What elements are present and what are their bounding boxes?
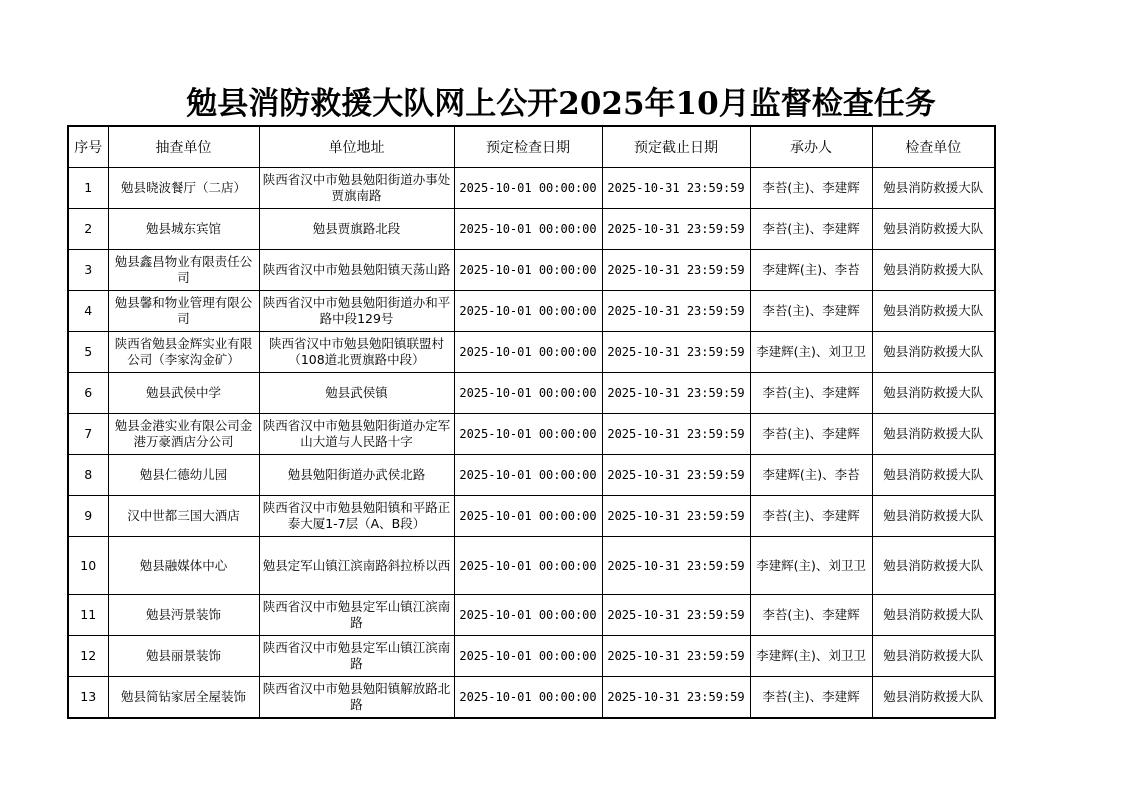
cell-address: 陕西省汉中市勉县勉阳镇联盟村（108道北贾旗路中段）	[259, 332, 454, 373]
cell-unit: 勉县简钻家居全屋装饰	[108, 677, 259, 719]
cell-index: 1	[68, 168, 108, 209]
cell-index: 4	[68, 291, 108, 332]
table-row	[68, 537, 995, 595]
cell-unit: 勉县鑫昌物业有限责任公司	[108, 250, 259, 291]
cell-start-date: 2025-10-01 00:00:00	[454, 636, 602, 677]
cell-address: 陕西省汉中市勉县定军山镇江滨南路	[259, 595, 454, 636]
cell-start-date: 2025-10-01 00:00:00	[454, 291, 602, 332]
table-row	[68, 455, 995, 496]
cell-index: 13	[68, 677, 108, 719]
cell-inspector: 勉县消防救援大队	[872, 332, 995, 373]
table-row	[68, 168, 995, 209]
cell-start-date: 2025-10-01 00:00:00	[454, 677, 602, 719]
column-header-unit: 抽查单位	[108, 126, 259, 168]
cell-address: 陕西省汉中市勉县勉阳镇和平路正泰大厦1-7层（A、B段）	[259, 496, 454, 537]
cell-inspector: 勉县消防救援大队	[872, 168, 995, 209]
cell-index: 10	[68, 537, 108, 595]
cell-end-date: 2025-10-31 23:59:59	[602, 332, 750, 373]
table-row	[68, 209, 995, 250]
column-header-index: 序号	[68, 126, 108, 168]
cell-address: 勉县贾旗路北段	[259, 209, 454, 250]
cell-handler: 李建辉(主)、刘卫卫	[750, 332, 872, 373]
table-row	[68, 636, 995, 677]
cell-inspector: 勉县消防救援大队	[872, 537, 995, 595]
cell-unit: 勉县丽景装饰	[108, 636, 259, 677]
cell-address: 陕西省汉中市勉县勉阳镇天荡山路	[259, 250, 454, 291]
cell-handler: 李苔(主)、李建辉	[750, 209, 872, 250]
cell-unit: 勉县城东宾馆	[108, 209, 259, 250]
cell-end-date: 2025-10-31 23:59:59	[602, 537, 750, 595]
cell-handler: 李建辉(主)、李苔	[750, 250, 872, 291]
cell-index: 9	[68, 496, 108, 537]
column-header-handler: 承办人	[750, 126, 872, 168]
cell-handler: 李苔(主)、李建辉	[750, 595, 872, 636]
cell-end-date: 2025-10-31 23:59:59	[602, 636, 750, 677]
cell-end-date: 2025-10-31 23:59:59	[602, 168, 750, 209]
cell-end-date: 2025-10-31 23:59:59	[602, 373, 750, 414]
cell-index: 5	[68, 332, 108, 373]
cell-start-date: 2025-10-01 00:00:00	[454, 537, 602, 595]
cell-address: 陕西省汉中市勉县勉阳街道办和平路中段129号	[259, 291, 454, 332]
cell-inspector: 勉县消防救援大队	[872, 595, 995, 636]
cell-unit: 勉县融媒体中心	[108, 537, 259, 595]
cell-end-date: 2025-10-31 23:59:59	[602, 291, 750, 332]
cell-handler: 李建辉(主)、刘卫卫	[750, 636, 872, 677]
cell-index: 3	[68, 250, 108, 291]
cell-start-date: 2025-10-01 00:00:00	[454, 373, 602, 414]
table-row	[68, 677, 995, 719]
cell-address: 陕西省汉中市勉县勉阳街道办事处贾旗南路	[259, 168, 454, 209]
cell-handler: 李苔(主)、李建辉	[750, 496, 872, 537]
cell-inspector: 勉县消防救援大队	[872, 414, 995, 455]
cell-end-date: 2025-10-31 23:59:59	[602, 595, 750, 636]
cell-index: 2	[68, 209, 108, 250]
table-row	[68, 373, 995, 414]
cell-inspector: 勉县消防救援大队	[872, 636, 995, 677]
cell-start-date: 2025-10-01 00:00:00	[454, 595, 602, 636]
cell-start-date: 2025-10-01 00:00:00	[454, 455, 602, 496]
cell-unit: 勉县沔景装饰	[108, 595, 259, 636]
table-row	[68, 332, 995, 373]
column-header-start-date: 预定检查日期	[454, 126, 602, 168]
cell-handler: 李苔(主)、李建辉	[750, 373, 872, 414]
cell-end-date: 2025-10-31 23:59:59	[602, 250, 750, 291]
page-title: 勉县消防救援大队网上公开2025年10月监督检查任务	[186, 86, 936, 122]
cell-end-date: 2025-10-31 23:59:59	[602, 496, 750, 537]
cell-inspector: 勉县消防救援大队	[872, 209, 995, 250]
cell-inspector: 勉县消防救援大队	[872, 455, 995, 496]
cell-unit: 陕西省勉县金辉实业有限公司（李家沟金矿）	[108, 332, 259, 373]
cell-index: 8	[68, 455, 108, 496]
cell-end-date: 2025-10-31 23:59:59	[602, 677, 750, 719]
table-row	[68, 291, 995, 332]
cell-handler: 李建辉(主)、刘卫卫	[750, 537, 872, 595]
cell-unit: 勉县仁德幼儿园	[108, 455, 259, 496]
cell-address: 勉县武侯镇	[259, 373, 454, 414]
cell-index: 7	[68, 414, 108, 455]
table-row	[68, 250, 995, 291]
cell-start-date: 2025-10-01 00:00:00	[454, 250, 602, 291]
column-header-address: 单位地址	[259, 126, 454, 168]
cell-inspector: 勉县消防救援大队	[872, 373, 995, 414]
cell-address: 陕西省汉中市勉县定军山镇江滨南路	[259, 636, 454, 677]
table-row	[68, 595, 995, 636]
inspection-task-table	[67, 125, 996, 719]
cell-handler: 李苔(主)、李建辉	[750, 677, 872, 719]
column-header-inspector: 检查单位	[872, 126, 995, 168]
cell-address: 勉县定军山镇江滨南路斜拉桥以西	[259, 537, 454, 595]
cell-address: 勉县勉阳街道办武侯北路	[259, 455, 454, 496]
cell-handler: 李苔(主)、李建辉	[750, 414, 872, 455]
cell-handler: 李苔(主)、李建辉	[750, 168, 872, 209]
cell-unit: 汉中世都三国大酒店	[108, 496, 259, 537]
table-row	[68, 414, 995, 455]
cell-start-date: 2025-10-01 00:00:00	[454, 168, 602, 209]
cell-end-date: 2025-10-31 23:59:59	[602, 209, 750, 250]
cell-index: 6	[68, 373, 108, 414]
cell-inspector: 勉县消防救援大队	[872, 496, 995, 537]
cell-inspector: 勉县消防救援大队	[872, 250, 995, 291]
cell-start-date: 2025-10-01 00:00:00	[454, 209, 602, 250]
cell-end-date: 2025-10-31 23:59:59	[602, 414, 750, 455]
cell-start-date: 2025-10-01 00:00:00	[454, 332, 602, 373]
table-header-row	[68, 126, 995, 168]
cell-unit: 勉县金港实业有限公司金港万豪酒店分公司	[108, 414, 259, 455]
cell-address: 陕西省汉中市勉县勉阳街道办定军山大道与人民路十字	[259, 414, 454, 455]
cell-start-date: 2025-10-01 00:00:00	[454, 414, 602, 455]
cell-unit: 勉县馨和物业管理有限公司	[108, 291, 259, 332]
cell-inspector: 勉县消防救援大队	[872, 291, 995, 332]
cell-address: 陕西省汉中市勉县勉阳镇解放路北路	[259, 677, 454, 719]
column-header-end-date: 预定截止日期	[602, 126, 750, 168]
cell-handler: 李建辉(主)、李苔	[750, 455, 872, 496]
cell-index: 11	[68, 595, 108, 636]
cell-index: 12	[68, 636, 108, 677]
cell-inspector: 勉县消防救援大队	[872, 677, 995, 719]
cell-unit: 勉县武侯中学	[108, 373, 259, 414]
cell-start-date: 2025-10-01 00:00:00	[454, 496, 602, 537]
cell-unit: 勉县晓波餐厅（二店）	[108, 168, 259, 209]
cell-end-date: 2025-10-31 23:59:59	[602, 455, 750, 496]
table-row	[68, 496, 995, 537]
cell-handler: 李苔(主)、李建辉	[750, 291, 872, 332]
